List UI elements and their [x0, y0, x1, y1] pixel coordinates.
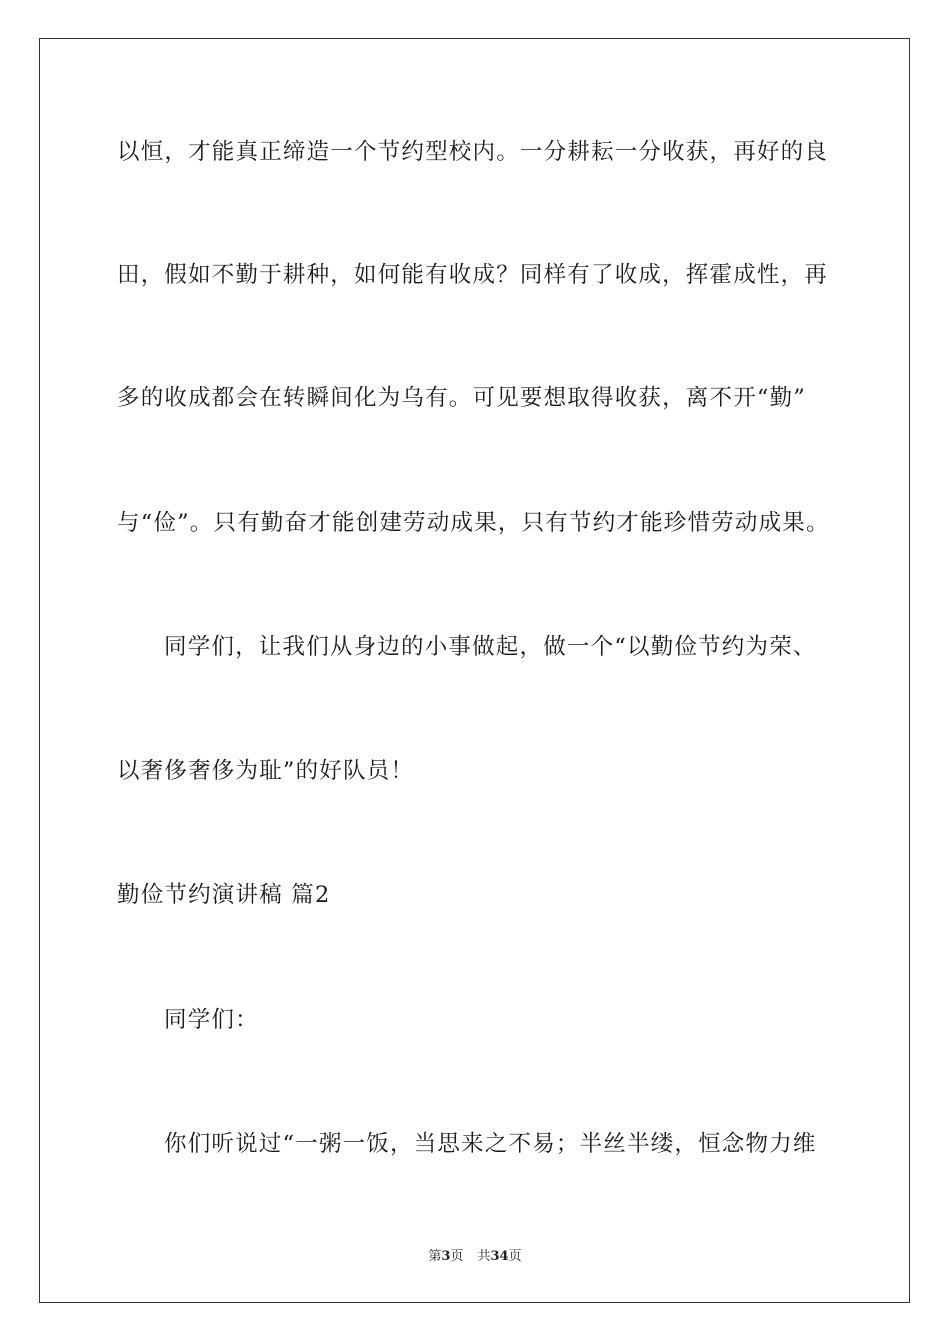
body-text-line: 与“俭”。只有勤奋才能创建劳动成果，只有节约才能珍惜劳动成果。 — [117, 510, 830, 536]
body-text-line: 以恒，才能真正缔造一个节约型校内。一分耕耘一分收获，再好的良 — [117, 139, 829, 165]
page-border — [39, 38, 910, 1303]
body-text-line: 以奢侈奢侈为耻”的好队员！ — [117, 758, 415, 784]
body-text-line: 田，假如不勤于耕种，如何能有收成？同样有了收成，挥霍成性，再 — [117, 262, 829, 288]
salutation: 同学们： — [164, 1007, 259, 1033]
page-footer — [0, 1248, 950, 1266]
paragraph-first-line: 同学们，让我们从身边的小事做起，做一个“以勤俭节约为荣、 — [164, 634, 817, 660]
page-prefix: 第 — [428, 1249, 442, 1264]
total-suffix: 页 — [508, 1249, 522, 1264]
body-text-line: 多的收成都会在转瞬间化为乌有。可见要想取得收获，离不开“勤” — [117, 385, 807, 411]
section-heading: 勤俭节约演讲稿 篇2 — [117, 882, 331, 908]
total-prefix: 共 — [477, 1249, 491, 1264]
paragraph-first-line: 你们听说过“一粥一饭，当思来之不易；半丝半缕，恒念物力维 — [164, 1131, 817, 1157]
total-pages: 34 — [490, 1249, 509, 1264]
page-number: 3 — [441, 1249, 451, 1264]
page-suffix: 页 — [450, 1249, 464, 1264]
